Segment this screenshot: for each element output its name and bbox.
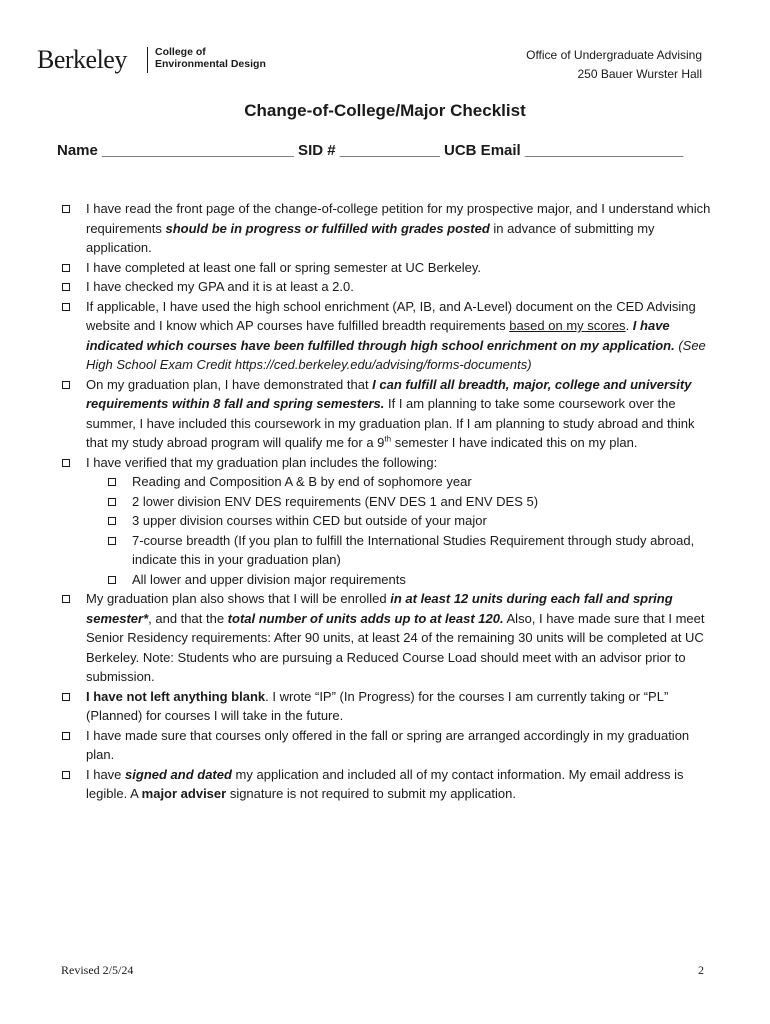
checkbox-icon[interactable]: [62, 303, 70, 311]
checkbox-icon[interactable]: [62, 264, 70, 272]
item-text: 3 upper division courses within CED but outside of your major: [132, 513, 487, 528]
item-text: .: [625, 318, 633, 333]
student-info-fields: Name _______________________ SID # ____________ UCB Email ___________________: [57, 142, 684, 159]
checkbox-icon[interactable]: [62, 381, 70, 389]
checkbox-icon[interactable]: [108, 498, 116, 506]
checklist-item: [61, 199, 711, 258]
checkbox-icon[interactable]: [108, 478, 116, 486]
item-text: . I wrote “IP” (In Progress) for the courses I am currently taking or “PL” (Planned) for courses I will take in the future.: [86, 688, 669, 723]
item-text: I have indicated which courses have been fulfilled through high school enrichment on my application.: [86, 318, 675, 353]
checklist-item: [61, 375, 711, 453]
item-text: I have verified that my graduation plan includes the following:: [86, 454, 438, 470]
item-text: should be in progress or fulfilled with grades posted: [165, 220, 490, 236]
checklist-item: [61, 277, 711, 297]
item-text: Reading and Composition A & B by end of sophomore year: [132, 474, 472, 489]
checklist-item: [61, 297, 711, 375]
checkbox-icon[interactable]: [108, 537, 116, 545]
item-text: On my graduation plan, I have demonstrated that: [86, 376, 373, 392]
checkbox-icon[interactable]: [108, 576, 116, 584]
checklist-item: [61, 687, 711, 726]
item-text: I have not left anything blank: [86, 688, 266, 704]
item-text: Also, I have made sure that I meet Senior Residency requirements: After 90 units, at least 24 of the remaining 30 units will be completed at UC Berkeley. Note: Students who are pursuing a Reduced Course Load should meet with an advisor prior to submission.: [86, 610, 705, 684]
checkbox-icon[interactable]: [62, 771, 70, 779]
item-text: If applicable, I have used the high school enrichment (AP, IB, and A-Level) document on the CED Advising website and I know which AP courses have fulfilled breadth requirements: [86, 298, 696, 333]
item-text: I can fulfill all breadth, major, college and university requirements within 8 fall and spring semesters.: [86, 376, 692, 411]
checklist-subitem: [107, 511, 711, 531]
item-text: If I am planning to take some coursework over the summer, I have included this coursework in my graduation plan. If I am planning to study abroad and think that my study abroad program will qualify me for a 9: [86, 396, 695, 450]
logo-college-name: [155, 46, 266, 70]
item-text: semester I have indicated this on my plan.: [391, 435, 638, 450]
office-location: 250 Bauer Wurster Hall: [577, 67, 702, 81]
item-text: signature is not required to submit my application.: [226, 786, 516, 801]
item-text: total number of units adds up to at least 120.: [227, 610, 504, 626]
item-text: th: [384, 434, 392, 444]
checklist-item: [61, 258, 711, 278]
checkbox-icon[interactable]: [108, 517, 116, 525]
item-text: my application and included all of my contact information. My email address is legible. A: [86, 766, 684, 801]
checkbox-icon[interactable]: [62, 459, 70, 467]
item-text: My graduation plan also shows that I will be enrolled: [86, 591, 391, 606]
checklist-subitem: [107, 570, 711, 590]
checklist-item: [61, 726, 711, 765]
logo-wordmark: Berkeley: [37, 45, 127, 74]
checkbox-icon[interactable]: [62, 283, 70, 291]
logo-line-1: College of: [155, 46, 206, 58]
checklist-item: [61, 453, 711, 473]
office-address: [526, 46, 702, 84]
item-text: , and that the: [148, 610, 228, 626]
item-text: major adviser: [141, 786, 227, 801]
item-text: All lower and upper division major requirements: [132, 571, 406, 587]
item-text: signed and dated: [125, 766, 232, 782]
checklist-subitem: [107, 472, 711, 492]
checkbox-icon[interactable]: [62, 595, 70, 603]
logo-divider: [147, 47, 148, 73]
office-name: Office of Undergraduate Advising: [526, 48, 702, 62]
item-text: I have: [86, 766, 126, 782]
checklist-subitem: [107, 531, 711, 570]
item-text: (See High School Exam Credit https://ced.berkeley.edu/advising/forms-documents): [86, 337, 706, 372]
checkbox-icon[interactable]: [62, 205, 70, 213]
checklist-item: [61, 765, 711, 804]
item-text: I have checked my GPA and it is at least a 2.0.: [86, 279, 354, 294]
page-number: 2: [698, 963, 704, 977]
revision-date: Revised 2/5/24: [61, 963, 134, 977]
item-text: in at least 12 units during each fall and spring semester*: [86, 591, 673, 626]
item-text: based on my scores: [509, 318, 626, 333]
checkbox-icon[interactable]: [62, 693, 70, 701]
item-text: 7-course breadth (If you plan to fulfill the International Studies Requirement through study abroad, indicate this in your graduation plan): [132, 532, 695, 567]
item-text: in advance of submitting my application.: [86, 220, 655, 255]
item-text: 2 lower division ENV DES requirements (ENV DES 1 and ENV DES 5): [132, 493, 539, 509]
checklist: [61, 199, 711, 804]
item-text: I have completed at least one fall or spring semester at UC Berkeley.: [86, 259, 482, 275]
page-title: Change-of-College/Major Checklist: [244, 101, 526, 120]
logo-line-2: Environmental Design: [155, 58, 266, 70]
checklist-item: [61, 589, 711, 687]
checkbox-icon[interactable]: [62, 732, 70, 740]
checklist-subitem: [107, 492, 711, 512]
item-text: I have made sure that courses only offered in the fall or spring are arranged accordingly in my graduation plan.: [86, 727, 690, 762]
item-text: I have read the front page of the change-of-college petition for my prospective major, and I understand which requirements: [86, 201, 711, 236]
